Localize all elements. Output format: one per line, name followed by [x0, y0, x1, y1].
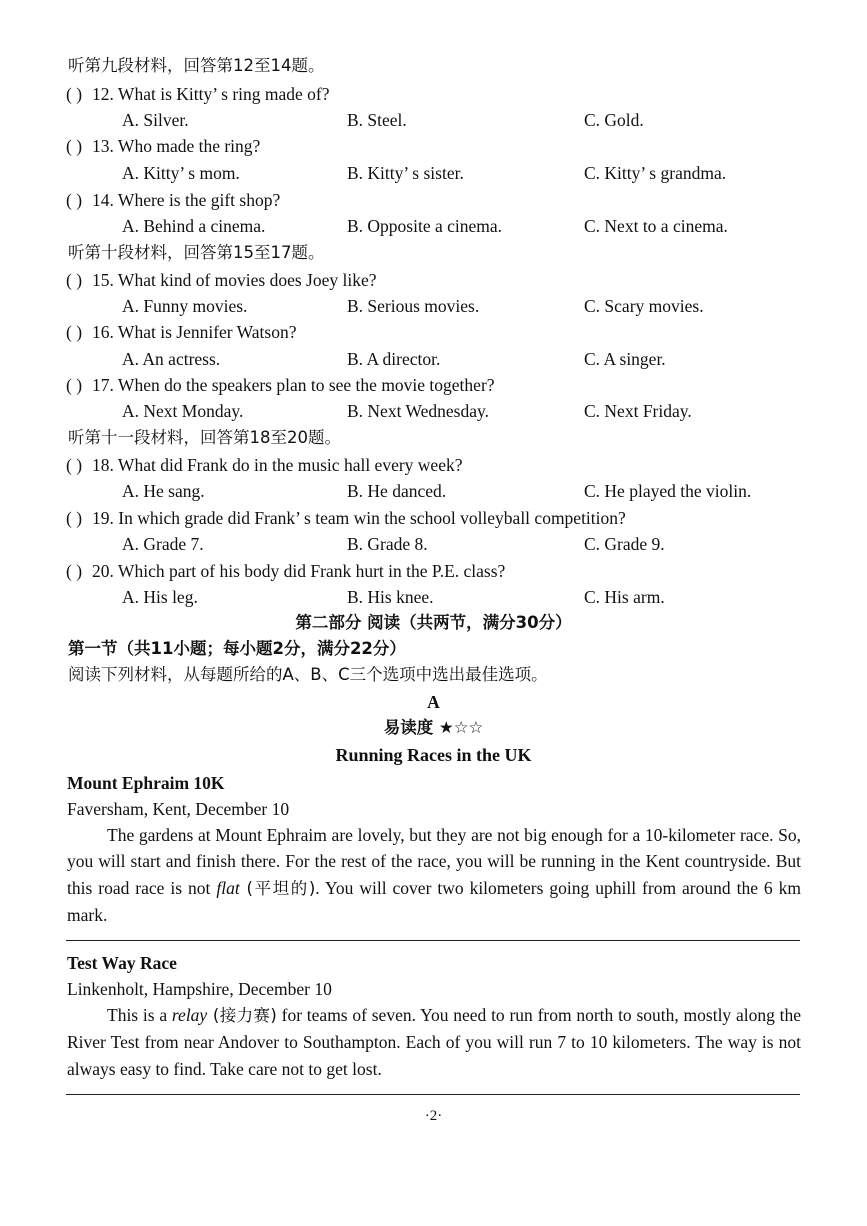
answer-bracket: ( )	[66, 322, 83, 342]
divider	[66, 1094, 800, 1095]
answer-bracket: ( )	[66, 561, 83, 581]
italic-word: flat	[216, 877, 240, 898]
question-options	[0, 346, 867, 372]
paragraph-text: This is a	[107, 1005, 172, 1025]
section-subtitle-text: 第一节（共11小题；每小题2分，满分22分）	[68, 639, 406, 658]
option-b: B. His knee.	[347, 587, 434, 607]
section-header-text: 听第十段材料，回答第15至17题。	[68, 243, 325, 262]
question-options	[0, 398, 867, 424]
instructions	[0, 662, 867, 688]
question-stem	[0, 452, 867, 478]
answer-bracket: ( )	[66, 190, 83, 210]
race-description	[67, 822, 801, 929]
difficulty-rating	[0, 715, 867, 741]
question-options	[0, 213, 867, 239]
chinese-gloss: (接力赛)	[207, 1006, 277, 1025]
option-b: B. Next Wednesday.	[347, 401, 489, 421]
option-b: B. A director.	[347, 349, 441, 369]
part-title	[0, 610, 867, 636]
question-stem	[0, 267, 867, 293]
option-c: C. Next Friday.	[584, 401, 692, 421]
italic-word: relay	[171, 1005, 208, 1025]
option-c: C. He played the violin.	[584, 481, 752, 501]
answer-bracket: ( )	[66, 84, 83, 104]
question-stem	[0, 133, 867, 159]
option-a: A. Behind a cinema.	[122, 216, 266, 236]
option-b: B. Steel.	[347, 110, 407, 130]
question-text: 19. In which grade did Frank’ s team win the school volleyball competition?	[92, 508, 626, 528]
option-b: B. He danced.	[347, 481, 447, 501]
passage-title	[0, 742, 867, 768]
passage-letter-text: A	[427, 692, 440, 712]
question-text: 16. What is Jennifer Watson?	[92, 322, 297, 342]
race-name-text: Test Way Race	[67, 953, 177, 973]
option-a: A. His leg.	[122, 587, 198, 607]
section-subtitle	[0, 636, 867, 662]
answer-bracket: ( )	[66, 136, 83, 156]
question-text: 18. What did Frank do in the music hall every week?	[92, 455, 463, 475]
option-c: C. A singer.	[584, 349, 666, 369]
question-text: 13. Who made the ring?	[92, 136, 261, 156]
question-stem	[0, 558, 867, 584]
answer-bracket: ( )	[66, 455, 83, 475]
option-c: C. Next to a cinema.	[584, 216, 728, 236]
question-options	[0, 160, 867, 186]
question-stem	[0, 372, 867, 398]
paragraph-text: The gardens at Mount Ephraim are lovely, but they are not big enough for a 10-kilometer race. So, you will start and finish there. For the rest of the race, you will be running in the Kent countryside. But this road race is not	[67, 825, 801, 898]
question-options	[0, 107, 867, 133]
part-title-text: 第二部分 阅读（共两节，满分30分）	[295, 613, 572, 632]
race-place-text: Faversham, Kent, December 10	[67, 799, 290, 819]
race-place	[0, 976, 867, 1002]
option-a: A. Grade 7.	[122, 534, 204, 554]
race-name-text: Mount Ephraim 10K	[67, 773, 225, 793]
option-b: B. Kitty’ s sister.	[347, 163, 464, 183]
paragraph-text: . You will cover two kilometers going uphill from around the 6 km mark.	[67, 877, 802, 926]
option-a: A. Next Monday.	[122, 401, 244, 421]
question-options	[0, 584, 867, 610]
question-stem	[0, 505, 867, 531]
passage-letter	[0, 689, 867, 715]
paragraph-text: for teams of seven. You need to run from north to south, mostly along the River Test from near Andover to Southampton. Each of you will run 7 to 10 kilometers. The way is not always easy to find. Take care not to get lost.	[67, 1005, 801, 1079]
passage-title-text: Running Races in the UK	[335, 745, 532, 765]
option-c: C. Grade 9.	[584, 534, 665, 554]
answer-bracket: ( )	[66, 508, 83, 528]
option-a: A. Silver.	[122, 110, 189, 130]
question-text: 20. Which part of his body did Frank hurt in the P.E. class?	[92, 561, 506, 581]
race-place	[0, 796, 867, 822]
option-c: C. Kitty’ s grandma.	[584, 163, 727, 183]
question-stem	[0, 81, 867, 107]
option-c: C. Gold.	[584, 110, 644, 130]
instructions-text: 阅读下列材料，从每题所给的A、B、C三个选项中选出最佳选项。	[68, 665, 548, 684]
race-place-text: Linkenholt, Hampshire, December 10	[67, 979, 332, 999]
race-name	[0, 950, 867, 976]
difficulty-text: 易读度 ★☆☆	[383, 718, 484, 737]
option-a: A. Kitty’ s mom.	[122, 163, 240, 183]
option-b: B. Serious movies.	[347, 296, 480, 316]
question-text: 14. Where is the gift shop?	[92, 190, 281, 210]
question-text: 15. What kind of movies does Joey like?	[92, 270, 377, 290]
option-c: C. Scary movies.	[584, 296, 704, 316]
race-description	[67, 1002, 801, 1082]
answer-bracket: ( )	[66, 375, 83, 395]
option-b: B. Opposite a cinema.	[347, 216, 503, 236]
option-b: B. Grade 8.	[347, 534, 428, 554]
section-header	[0, 240, 867, 266]
section-header	[0, 425, 867, 451]
question-stem	[0, 319, 867, 345]
option-a: A. An actress.	[122, 349, 221, 369]
question-text: 12. What is Kitty’ s ring made of?	[92, 84, 330, 104]
section-header	[0, 53, 867, 79]
question-stem	[0, 187, 867, 213]
section-header-text: 听第九段材料，回答第12至14题。	[68, 56, 325, 75]
divider	[66, 940, 800, 941]
race-name	[0, 770, 867, 796]
question-options	[0, 293, 867, 319]
page-number-text: ·2·	[424, 1108, 443, 1124]
chinese-gloss: (平坦的)	[239, 878, 316, 898]
question-text: 17. When do the speakers plan to see the movie together?	[92, 375, 495, 395]
question-options	[0, 478, 867, 504]
option-a: A. Funny movies.	[122, 296, 248, 316]
option-a: A. He sang.	[122, 481, 205, 501]
page-number	[0, 1103, 867, 1129]
answer-bracket: ( )	[66, 270, 83, 290]
section-header-text: 听第十一段材料，回答第18至20题。	[68, 428, 341, 447]
option-c: C. His arm.	[584, 587, 665, 607]
question-options	[0, 531, 867, 557]
